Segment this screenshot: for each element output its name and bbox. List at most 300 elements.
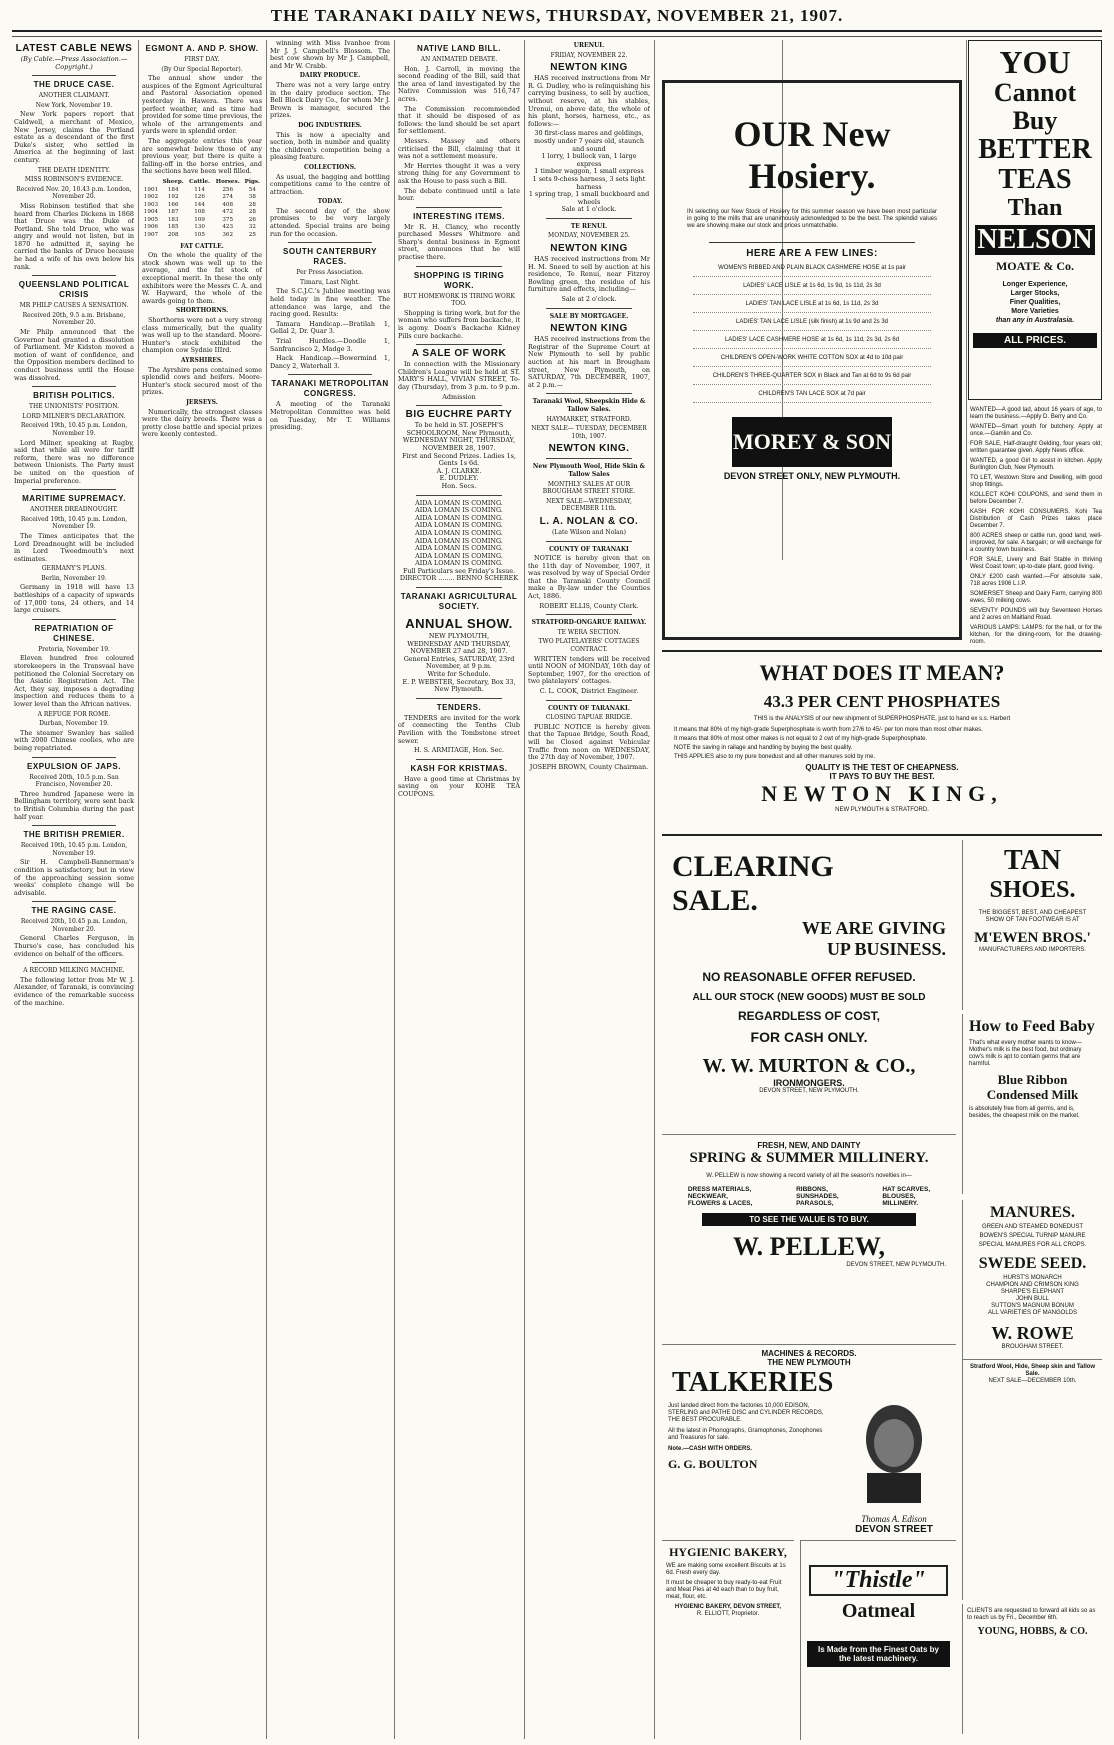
article-heading: QUEENSLAND POLITICAL CRISIS [18,280,130,300]
list-item: CHILDREN'S OPEN-WORK WHITE COTTON SOX at 4d to 10d pair [693,355,931,367]
column-cable-news [14,40,134,1739]
ad-text: THE NEW PLYMOUTH [767,1358,851,1367]
article-text: The S.C.J.C.'s Jubilee meeting was held today in fine weather. The attendance was large, and the racing good. Results: [270,287,390,319]
article-subheading: DOG INDUSTRIES. [298,121,362,129]
ad-heading: CLEARING [672,850,834,883]
ad-heading: STRATFORD-ONGARUE RAILWAY. [531,619,647,627]
table-cell: 423 [222,224,234,231]
article-text: The second day of the show promises to be very largely attended. Special trains are being run for the occasion. [270,206,390,238]
table-cell: 126 [194,194,205,201]
ad-address: DEVON STREET ONLY, NEW PLYMOUTH. [723,471,901,481]
ad-text: is absolutely free from all germs, and is, besides, the cheapest milk on the market. [969,1106,1080,1119]
ad-text: TEAS [998,164,1072,195]
ad-text: than any in Australasia. [995,317,1075,324]
ad-heading: NEWTON KING [550,62,628,74]
ad-heading: SALE. [672,884,758,917]
list-item: HURST'S MONARCH [1003,1275,1062,1281]
dateline: Received 20th, 9.5 a.m. Brisbane, November 20. [22,311,126,327]
ad-heading: NEWTON KING [550,243,628,255]
table-cell: 130 [194,224,205,231]
article-subheading: COLLECTIONS. [304,163,356,171]
article-subheading: DAIRY PRODUCE. [299,72,361,80]
classified-item: WANTED—Smart youth for butchery. Apply at once.—Gamlin and Co. [970,424,1102,437]
ad-signature: JOSEPH BROWN, County Chairman. [529,762,649,771]
ad-text: WEDNESDAY NIGHT, THURSDAY, NOVEMBER 28, 1907. [402,436,516,452]
table-cell: 28 [248,209,256,216]
ad-firm: M'EWEN BROS.' [974,930,1091,946]
dateline: MONDAY, NOVEMBER 25. [548,232,630,240]
nelson-logo: NELSON [975,225,1095,255]
article-text: On the whole the quality of the stock shown was well up to the average, and the fat stock of exceptional merit. In these the only exhibitors were the Messrs C. A. and W. Hayward, the whole of the awards going to them. [142,251,262,305]
masthead-rule [12,36,1102,37]
article-heading: NATIVE LAND BILL. [417,44,501,53]
dateline: Timaru, Last Night. [300,278,360,286]
ad-address: DEVON STREET, NEW PLYMOUTH. [846,1262,946,1268]
ad-text: NEXT SALE— TUESDAY, DECEMBER 10th, 1907. [531,425,647,440]
ad-text: CLOSING TAPUAE BRIDGE. [545,714,633,722]
article-heading: SHOPPING IS TIRING WORK. [413,270,505,290]
table-cell: 184 [167,186,179,193]
ad-address: DEVON STREET [855,1524,933,1535]
ad-text: First and Second Prizes. Ladies 1s, Gents 1s 6d. [402,451,516,468]
table-row [142,187,262,195]
ad-text: MONTHLY SALES AT OUR BROUGHAM STREET STORE. [542,480,636,496]
dateline: Received 19th, 10.45 p.m. London, November 19. [20,422,128,437]
ad-heading: TARANAKI AGRICULTURAL SOCIETY. [400,592,518,612]
article-text: Mr Herries thought it was a very strong thing for any Government to ask the House to pass such a Bill. [398,161,520,185]
article-text: The steamer Swanley has sailed with 2000 Chinese coolies, who are being repatriated. [14,728,134,752]
article-subheading: Per Press Association. [296,269,364,277]
article-heading: TARANAKI METROPOLITAN CONGRESS. [271,379,389,399]
article-text: Hack Handicap.—Bowermind 1, Dancy 2, Waterhall 3. [270,354,390,370]
article-heading: INTERESTING ITEMS. [413,211,505,221]
ad-text: It means that 80% of most other makes is not equal to 2 cwt of my high-grade Superphosphate. [674,736,928,742]
classified-item: 800 ACRES sheep or cattle run, good land, well-improved, for sale. A bargain; or will exchange for a country town business. [970,533,1102,553]
ad-heading: HYGIENIC BAKERY, [669,1545,787,1559]
table-row [142,232,262,240]
list-item: LADIES' TAN LACE LISLE (silk finish) at 1s 9d and 2s 3d [693,319,931,331]
ad-text: Just landed direct from the factories 10,000 EDISON, STERLING and PATHE DISC and CYLINDER RECORDS, THE BEST PROCURABLE. [668,1403,824,1423]
ad-text: Write for Schedule. [427,670,491,679]
list-item: AIDA LOMAN IS COMING. [415,544,503,553]
auction-item-list [528,130,650,206]
table-row [142,224,262,232]
table-cell: 1906 [143,224,159,231]
article-text: New York papers report that Caldwell, a merchant of Mexico, New Jersey, claims the Portland estate as a descendant of the first Duke's sister, who settled in America at the beginning of last century. [14,110,134,164]
article-text: The aggregate entries this year are somewhat below those of any previous year, but there is quite a falling-off in the horse entries, and the sections have been well filled. [142,136,262,176]
ad-heading: New Plymouth Wool, Hide Skin & Tallow Sales [532,463,646,478]
ad-firm: HYGIENIC BAKERY, DEVON STREET, [674,1604,782,1610]
ad-text: Full Particulars see Friday's Issue. [402,566,516,575]
article-text: Trial Hurdles.—Doodle 1, Sanfrancisco 2, Madge 3. [270,337,390,353]
ad-text: MOATE & Co. [995,259,1075,273]
table-header-cell: Cattle. [189,178,211,185]
article-subheading: ANOTHER CLAIMANT. [38,92,110,100]
ad-text: TE WERA SECTION. [557,628,621,636]
table-cell: 187 [167,209,179,216]
table-header-cell: Pigs. [244,178,260,185]
article-text: Shopping is tiring work, but for the woman who suffers from backache, it is agony. Doan's Backache Kidney Pills cure backache. [398,308,520,340]
ad-heading: How to Feed Baby [969,1018,1095,1035]
dateline: Received 20th, 10.5 p.m. San Francisco, November 20. [29,773,119,789]
section-subheading: (By Cable.—Press Association.—Copyright.) [20,55,128,71]
ad-text: REGARDLESS OF COST, [737,1009,880,1023]
article-text: As usual, the bagging and bottling competitions came to the centre of attraction. [270,172,390,196]
dateline: FRIDAY, NOVEMBER 22. [550,51,628,59]
ad-text: WRITTEN tenders will be received until NOON of MONDAY, 16th day of September, 1907, for the erection of two platelayers' cottages. [528,654,650,686]
table-cell: 208 [167,232,179,239]
table-cell: 185 [167,224,179,231]
list-item: LADIES' LACE LISLE at 1s 6d, 1s 9d, 1s 11d, 2s 3d [693,283,931,295]
list-item: NECKWEAR, [687,1193,728,1200]
classified-item: KOLLECT KOHI COUPONS, and send them in before December 7. [970,492,1102,505]
ad-text: THIS APPLIES also to my pure bonedust and all other manures sold by me. [674,754,876,760]
article-subheading: ANOTHER DREADNOUGHT. [30,506,118,514]
article-subheading: FAT CATTLE. [180,242,224,250]
ad-text: FOR CASH ONLY. [750,1029,868,1045]
column-rule [394,40,395,1739]
column-auctions [528,40,650,1739]
ad-text: SPECIAL MANURES FOR ALL CROPS. [978,1242,1087,1248]
list-item: BLOUSES, [882,1193,916,1200]
ad-text: All the latest in Phonographs, Gramophones, Zonophones and Treasures for sale. [668,1428,823,1441]
ad-text: BETTER [978,134,1092,165]
ad-text: FRESH, NEW, AND DAINTY [757,1141,861,1150]
dateline: Durban, November 19. [39,720,109,728]
article-subheading: A REFUGE FOR ROME. [37,710,111,718]
table-cell: 1907 [143,232,159,239]
article-heading: THE RAGING CASE. [31,906,117,916]
ad-text: BOWEN'S SPECIAL TURNIP MANURE [979,1233,1086,1239]
table-cell: 362 [222,232,234,239]
classified-item: WANTED—A good lad, about 16 years of age, to learn the business.—Apply D. Berry and Co. [970,407,1102,420]
ad-heading: TAN [1003,845,1062,876]
newton-king-logo: NEWTON KING, [761,781,1003,806]
ad-text: NEXT SALE—WEDNESDAY, DECEMBER 11th. [546,497,632,513]
article-subheading: MISS ROBINSON'S EVIDENCE. [24,176,124,184]
ad-heading: A SALE OF WORK [411,348,507,360]
article-text: Eleven hundred free coloured storekeepers in the Transvaal have petitioned the Colonial Secretary on the Asiatic Registration Act. The Act, they say, imposes a degrading inspection and reduces them to a lower level than the African natives. [14,654,134,708]
table-cell: 375 [222,216,234,223]
article-text: The Commission recommended that it should be disposed of as follows: the land should be set apart for settlement. [398,104,520,136]
ad-text: HAYMARKET, STRATFORD. [546,415,632,423]
list-item: MILLINERY. [882,1200,919,1207]
list-item: 1 lorry, 1 bullock van, 1 large express [541,152,637,168]
table-cell: 192 [167,194,179,201]
ad-firm: W. ROWE [991,1323,1074,1343]
ad-banner: TO SEE THE VALUE IS TO BUY. [702,1213,916,1226]
ad-heading: NEWTON KING. [548,443,630,455]
ad-text: (Late Wilson and Nolan) [552,528,626,536]
article-text: The Times anticipates that the Lord Dreadnought will be included in Lord Tweedmouth's next estimates. [14,531,134,563]
ad-heading: UP BUSINESS. [826,939,946,959]
column-rule [524,40,525,1739]
ad-signature: E. P. WEBSTER, Secretary, Box 33, New Plymouth. [402,677,516,694]
goods-column [688,1186,753,1207]
list-item: AIDA LOMAN IS COMING. [415,528,503,537]
ad-text: YOU [999,44,1071,80]
article-subheading: MR PHILP CAUSES A SENSATION. [19,302,129,310]
table-cell: 1902 [143,194,159,201]
list-item: WOMEN'S RIBBED AND PLAIN BLACK CASHMERE HOSE at 1s pair [693,265,931,277]
hosiery-price-list [693,265,931,403]
ad-heading: WE ARE GIVING [801,918,946,938]
table-header-cell: Sheep. [162,178,184,185]
article-heading: THE BRITISH PREMIER. [23,830,125,840]
classified-item: KASH FOR KOHI CONSUMERS. Kohi Tea Distribution of Cash Prizes takes place December 7. [970,509,1102,529]
ad-heading: MANURES. [990,1204,1075,1221]
column-show-continued [270,40,390,1739]
morey-son-logo: MOREY & SON [732,417,892,467]
table-cell: 408 [222,201,234,208]
ad-text: More Varieties [1011,308,1059,315]
table-cell: 25 [248,232,256,239]
classified-item: SOMERSET Sheep and Dairy Farm, carrying 800 ewes, 50 milking cows. [970,591,1102,604]
article-subheading: THE UNIONISTS' POSITION. [28,403,120,411]
article-heading: BRITISH POLITICS. [33,391,115,401]
ad-firm: G. G. BOULTON [668,1457,758,1471]
table-cell: 183 [167,216,179,223]
thistle-brand: "Thistle" [809,1565,948,1596]
list-item: AIDA LOMAN IS COMING. [415,559,503,568]
article-heading: EGMONT A. AND P. SHOW. [145,44,259,53]
ad-text: CLIENTS are requested to forward all kids so as to reach us by Fri., December 6th. [967,1608,1096,1621]
article-text: There was not a very large entry in the dairy produce section. The Bell Block Dairy Co., for whom Mr J. Brown is manager, secured the prizes. [270,80,390,120]
table-cell: 256 [222,186,234,193]
article-subheading: JERSEYS. [186,398,218,406]
ad-heading: TENDERS. [436,702,482,712]
column-native-land [398,40,520,1739]
article-heading: THE DRUCE CASE. [33,80,115,90]
ad-text: W. PELLEW is now showing a record variety of all the season's novelties in— [706,1173,912,1179]
ad-text: Finer Qualities, [1009,299,1061,306]
table-cell: 114 [194,186,205,193]
classified-item: FOR SALE, Livery and Bait Stable in thriving West Coast town; up-to-date plant, good living. [970,557,1102,570]
table-cell: 38 [248,194,256,201]
ad-banner: Is Made from the Finest Oats by the latest machinery. [807,1641,950,1667]
ad-text: WE are making some excellent Biscuits at 1s 6d. Fresh every day. [666,1563,786,1576]
ad-heading: SPRING & SUMMER MILLINERY. [689,1150,929,1166]
list-item: DRESS MATERIALS, [687,1186,752,1193]
article-text: Messrs. Massey and others criticised the Bill, claiming that it was not a settlement measure. [398,136,520,161]
ad-text: NEXT SALE—DECEMBER 10th. [988,1378,1077,1384]
dateline: Pretoria, November 19. [38,645,110,653]
ad-text: MACHINES & RECORDS. [761,1349,857,1358]
article-subheading: BUT HOMEWORK IS TIRING WORK TOO. [403,292,515,308]
article-text: Germany in 1918 will have 13 battleships of a capacity of upwards of 17,000 tons, 24 others, and 14 large cruisers. [14,583,134,615]
article-subheading: THE DEATH IDENTITY. [37,166,111,174]
ad-heading: WHAT DOES IT MEAN? [759,660,1005,685]
pellew-millinery-ad [662,1134,956,1340]
ad-text: Admission [442,392,476,401]
article-text: This is now a specialty and section, both in number and quality the children's competition being a pleasing feature. [270,130,390,162]
young-hobbs-ad [962,1604,1102,1734]
nelson-moate-tea-ad [968,40,1102,400]
article-text: Hon. J. Carroll, in moving the second reading of the Bill, said that the area of land investigated by the Native Commission was 516,747 acres. [398,64,520,103]
ad-text: To be held in ST. JOSEPH'S SCHOOLROOM, New Plymouth, [406,421,512,437]
article-subheading: FIRST DAY. [184,56,220,63]
table-cell: 108 [194,209,205,216]
list-item: 30 first-class mares and geldings, mostly under 7 years old, staunch and sound [534,129,644,153]
list-item: AIDA LOMAN IS COMING. [415,536,503,545]
list-item: HAT SCARVES, [882,1186,931,1193]
hygienic-bakery-ad [662,1540,794,1740]
ad-text: DIRECTOR ........ BENNO SCHEREK [399,574,519,583]
ad-heading: SHOES. [989,877,1076,903]
manures-ad [962,1200,1102,1600]
ad-text: GREEN AND STEAMED BONEDUST [981,1224,1083,1230]
talkeries-ad [662,1344,956,1534]
table-cell: 144 [194,201,205,208]
ad-heading: L. A. NOLAN & CO. [539,515,639,527]
ad-firm: YOUNG, HOBBS, & CO. [977,1626,1088,1637]
article-subheading: TODAY. [317,198,343,206]
table-cell: 105 [194,232,205,239]
ad-heading: Oatmeal [841,1600,916,1622]
table-header-cell [142,179,160,187]
ad-heading: NEWTON KING [550,323,628,335]
ad-signature: H. S. ARMITAGE, Hon. Sec. [413,746,505,755]
ad-heading: ANNUAL SHOW. [405,616,513,632]
aida-loman-ad [398,500,520,568]
table-header-cell: Horses. [215,178,240,185]
ad-text: MANUFACTURERS AND IMPORTERS. [979,947,1086,953]
ad-text: Sale at 1 o'clock. [561,205,617,214]
list-item: 1 sets 9-chess harness, 3 sets light harness [532,174,646,191]
article-text: Mr R. H. Clancy, who recently purchased Messrs Whitmore and Sharp's dental business in Egmont street, announces that he will practise there. [398,222,520,262]
ad-text: THIS is the ANALYSIS of our new shipment of SUPERPHOSPHATE, just to hand ex s.s. Harbert [753,716,1011,722]
article-text: General Charles Ferguson, in Thurso's case, has concluded his evidence on behalf of the officers. [14,934,134,958]
table-row [142,217,262,225]
ad-text: QUALITY IS THE TEST OF CHEAPNESS. [805,763,959,772]
article-subheading: SHORTHORNS. [175,307,229,315]
ad-heading: COUNTY OF TARANAKI. [548,704,630,712]
edison-portrait-icon [849,1399,939,1509]
table-cell: 1905 [143,216,159,223]
ad-signature: E. DUDLEY. [439,474,479,483]
ad-banner: ALL PRICES. [973,333,1097,348]
table-row [142,194,262,202]
list-item: AIDA LOMAN IS COMING. [415,513,503,522]
hosiery-ad [662,80,962,640]
table-cell: 28 [248,201,256,208]
column-rule [266,40,267,1739]
list-item: CHILDREN'S TAN LACE SOX at 7d pair [693,391,931,403]
ad-text: It means that 80% of my high-grade Superphosphate is worth from 27/6 to 45/- per ton more than most other makes. [674,727,983,733]
article-text: The debate continued until a late hour. [398,186,520,203]
entries-table [142,179,262,240]
list-item: CHILDREN'S THREE-QUARTER SOX in Black and Tan at 6d to 9s 6d pair [693,373,931,385]
masthead [12,6,1102,32]
thistle-oatmeal-ad [800,1540,956,1740]
table-cell: 109 [194,216,205,223]
article-heading: REPATRIATION OF CHINESE. [34,623,114,643]
ad-heading: TALKERIES [672,1367,834,1398]
ad-text: In connection with the Missionary Children's League will be held at ST. MARY'S HALL, VIVIAN STREET, To-day (Thursday), from 3 p.m. to 9 p.m. [398,360,520,391]
ad-text: WEDNESDAY AND THURSDAY, NOVEMBER 27 and 28, 1907. [407,639,511,656]
article-text: A meeting of the Taranaki Metropolitan Committee was held on Tuesday, Mr T. Williams presiding. [270,400,390,432]
ad-signature: R. ELLIOTT, Proprietor. [696,1611,760,1617]
list-item: AIDA LOMAN IS COMING. [415,498,503,507]
edison-signature: Thomas A. Edison [861,1514,927,1524]
ad-text: Larger Stocks, [1010,290,1060,297]
list-item: 1 spring trap, 1 small buckboard and wheels [528,190,650,206]
list-item: LADIES' TAN LACE LISLE at 1s 6d, 1s 11d, 2s 3d [693,301,931,313]
article-text: Mr Philp announced that the Governor had granted a dissolution of Parliament. Mr Kidston moved a motion of want of confidence, and the Opposition members declined to conduct business until the House was dissolved. [14,328,134,382]
article-text: The annual show under the auspices of the Egmont Agricultural and Pastoral Association opened yesterday in Hawera. There was perfect weather, and as time had provided for some time previous, the whole of the arrangements and yards were in splendid order. [142,74,262,136]
list-item: PARASOLS, [796,1200,834,1207]
list-item: SHARPE'S ELEPHANT [1000,1289,1065,1295]
ad-signature: ROBERT ELLIS, County Clerk. [539,601,639,610]
table-row [142,209,262,217]
ad-text: General Entries, SATURDAY, 23rd November, at 9 p.m. [403,654,515,671]
article-text: Shorthorns were not a very strong class numerically, but the quality was well up to the standard. Moore-Hunter's stock exhibited the champion cow Sydnie IIIrd. [142,316,262,355]
table-cell: 274 [222,194,234,201]
ad-text: Than [1007,195,1063,221]
article-text: Miss Robinson testified that she heard from Charles Dickens in 1868 that Druce was the Duke of Portland. She told Druce, who was angry and would not listen, but in 1870 he admitted it, saying he carried the banks of Druce because he had a wife of his own below his rank. [14,201,134,271]
article-subheading: A RECORD MILKING MACHINE. [23,967,125,975]
ad-text: TENDERS are invited for the work of connecting the Tenths Club Pavilion with the Tombstone street sewer. [398,713,520,745]
classified-item: SEVENTY POUNDS will buy Seventeen Horses and 2 acres on Maitland Road. [970,608,1102,621]
goods-column [796,1186,839,1207]
section-heading: LATEST CABLE NEWS [15,43,133,54]
article-text: winning with Miss Ivanhoe from Mr J. J. Campbell's Blossom. The best cow shown by Mr J. Campbell, and Mr W. Crabb. [270,40,390,70]
seed-list [967,1275,1098,1317]
ad-text: NO REASONABLE OFFER REFUSED. [702,970,916,984]
masthead-title: THE TARANAKI DAILY NEWS, THURSDAY, NOVEMBER 21, 1907. [270,6,844,25]
classified-item: TO LET, Westown Store and Dwelling, with good shop fittings. [970,475,1102,488]
table-cell: 166 [167,201,179,208]
list-item: AIDA LOMAN IS COMING. [415,521,503,530]
ad-text: Cannot [993,78,1077,107]
classified-item: FOR SALE, Half-draught Gelding, four years old; written guarantee given. Apply News office. [970,441,1102,454]
list-item: SUNSHADES, [796,1193,839,1200]
article-text: The following letter from Mr W. J. Alexander, of Taranaki, is convincing evidence of the remarkable success of the machine. [14,975,134,1007]
dateline: Received 19th, 10.45 p.m. London, November 19. [20,842,128,857]
ad-heading: COUNTY OF TARANAKI [549,545,629,553]
classified-item: WANTED, a good Girl to assist in kitchen. Apply Burlington Club, New Plymouth. [970,458,1102,471]
ad-text: Have a good time at Christmas by saving on your KOHE TEA COUPONS. [398,774,520,798]
ad-text: Sale at 2 o'clock. [561,295,617,304]
ad-text: That's what every mother wants to know—Mother's milk is the best food, but ordinary cow's milk is apt to contain germs that are harmful. [969,1040,1082,1067]
phosphates-ad [662,650,1102,836]
ad-text: PUBLIC NOTICE is hereby given that the Tapuae Bridge, South Road, will be Closed against Vehicular Traffic from noon on WEDNESDAY, the 27th day of November, 1907. [528,722,650,762]
table-cell: 32 [248,224,256,231]
ad-text: It must be cheaper to buy ready-to-eat Fruit and Meat Pies at 4d each than to buy fruit, meat, flour, etc. [666,1580,782,1600]
column-rule [138,40,139,1739]
hosiery-title: OUR New Hosiery. [733,114,891,196]
ad-heading: 43.3 PER CENT PHOSPHATES [763,692,1001,711]
classified-item: ONLY £200 cash wanted.—For absolute sale, 718 acres 1906 L.I.P. [970,574,1102,587]
dateline: Received Nov. 20, 10.43 p.m. London, November 20. [16,185,132,201]
ad-heading: SWEDE SEED. [978,1255,1087,1272]
blue-ribbon-brand: Blue Ribbon Condensed Milk [986,1072,1079,1102]
dateline: Received 19th, 10.45 p.m. London, November 19. [20,515,128,531]
article-text: Tamara Handicap.—Bratilah 1, Gellal 2, Dr. Quar 3. [270,319,390,336]
article-text: Three hundred Japanese were in Bellingham territory, were sent back to British Columbia during the past half year. [14,789,134,821]
ad-text: Buy [1012,106,1058,135]
table-cell: 26 [248,216,256,223]
article-subheading: GERMANY'S PLANS. [41,565,107,573]
ad-heading: URENUI. [573,42,605,49]
ad-text: Longer Experience, [1002,281,1068,288]
list-item: JOHN BULL [1015,1296,1049,1302]
article-heading: SOUTH CANTERBURY RACES. [283,247,377,267]
table-cell: 472 [222,209,234,216]
list-item: SUTTON'S MAGNUM BONUM [991,1303,1074,1309]
ad-text: IRONMONGERS. [773,1078,845,1088]
ad-heading: Taranaki Wool, Sheepskin Hide & Tallow Sales. [532,398,646,413]
